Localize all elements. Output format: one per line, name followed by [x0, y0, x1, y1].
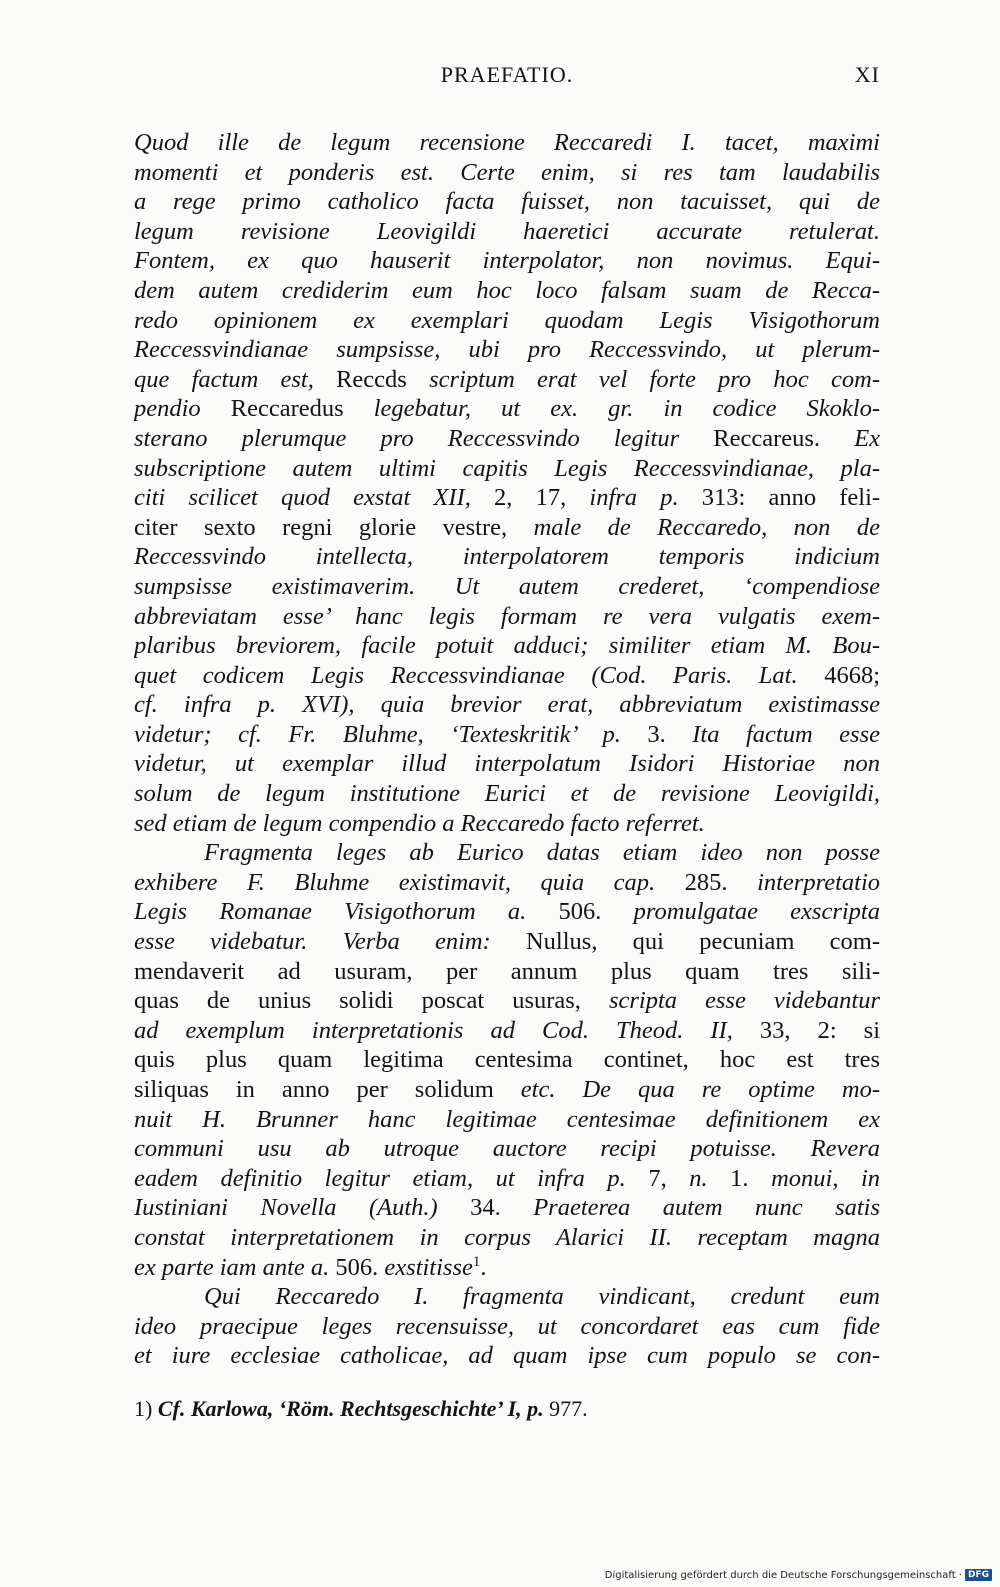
text-line: cf. infra p. XVI), quia brevior erat, abbreviatum existimasse: [134, 691, 880, 719]
text-line: subscriptione autem ultimi capitis Legis Reccessvindianae, pla-: [134, 454, 880, 482]
footnote-marker: 1): [134, 1396, 153, 1421]
text-line: [134, 897, 880, 927]
text-span: 1.: [730, 1164, 749, 1192]
text-line: plaribus breviorem, facile potuit adduci; similiter etiam M. Bou-: [134, 632, 880, 660]
text-span: interpretatio: [757, 868, 880, 896]
text-line: et iure ecclesiae catholicae, ad quam ipse cum populo se con-: [134, 1342, 880, 1370]
text-line: [134, 365, 880, 395]
text-span: exhibere F. Bluhme existimavit, quia cap.: [134, 868, 656, 896]
text-span: citi scilicet quod exstat XII,: [134, 484, 471, 512]
text-line: a rege primo catholico facta fuisset, non tacuisset, qui de: [134, 188, 880, 216]
text-line: [134, 927, 880, 957]
text-line: Quod ille de legum recensione Reccaredi I. tacet, maximi: [134, 129, 880, 156]
text-span: 7,: [648, 1164, 667, 1192]
digitization-note: Digitalisierung gefördert durch die Deutsche Forschungsgemeinschaft ·: [604, 1569, 962, 1581]
text-line: videtur, ut exemplar illud interpolatum Isidori Historiae non: [134, 750, 880, 778]
text-span: 506.: [558, 898, 602, 926]
text-span: 34.: [470, 1194, 501, 1222]
text-span: 2, 17,: [494, 484, 567, 512]
main-text: [134, 128, 880, 1371]
text-line: abbreviatam esse’ hanc legis formam re vera vulgatis exem-: [134, 602, 880, 630]
text-line: [134, 661, 880, 691]
text-line: Reccessvindianae sumpsisse, ubi pro Reccessvindo, ut plerum-: [134, 336, 880, 364]
footnote-page: 977.: [549, 1396, 588, 1421]
text-span: monui, in: [771, 1164, 880, 1192]
text-span: 4668;: [824, 661, 880, 689]
text-span: Reccareus.: [713, 424, 821, 452]
text-line: dem autem crediderim eum hoc loco falsam suam de Recca-: [134, 276, 880, 304]
text-span: etc. De qua re optime mo-: [520, 1076, 880, 1103]
page-number: XI: [854, 62, 880, 87]
text-span: 506.: [335, 1253, 379, 1281]
text-span: ex parte iam ante a.: [134, 1253, 330, 1281]
text-line: redo opinionem ex exemplari quodam Legis Visigothorum: [134, 306, 880, 334]
text-span: Nullus, qui pecuniam com-: [525, 928, 880, 956]
text-span: Reccds: [336, 365, 407, 393]
text-span: .: [480, 1253, 487, 1281]
text-line: sed etiam de legum compendio a Reccaredo facto referret.: [134, 809, 705, 837]
text-line: [134, 1253, 880, 1283]
text-line: Fragmenta leges ab Eurico datas etiam ideo non posse: [204, 839, 880, 867]
text-span: scripta esse videbantur: [608, 987, 880, 1015]
text-line: mendaverit ad usuram, per annum plus quam tres sili-: [134, 957, 880, 985]
text-line: [134, 424, 880, 454]
text-span: Ita factum esse: [692, 720, 880, 748]
footnote: [134, 1396, 880, 1422]
text-span: male de Reccaredo, non de: [533, 513, 880, 541]
text-line: ideo praecipue leges recensuisse, ut concordaret eas cum fide: [134, 1312, 880, 1340]
text-span: quet codicem Legis Reccessvindianae (Cod. Paris. Lat.: [134, 661, 798, 689]
text-span: videtur; cf. Fr. Bluhme, ‘Texteskritik’ p.: [134, 720, 621, 748]
text-span: siliquas in anno per solidum: [134, 1076, 494, 1103]
footnote-text: Cf. Karlowa, ‘Röm. Rechtsgeschichte’ I, p.: [157, 1396, 544, 1421]
text-span: infra p.: [589, 484, 679, 512]
text-span: 285.: [684, 868, 728, 896]
dfg-logo: DFG: [965, 1569, 992, 1581]
text-span: esse videbatur. Verba enim:: [134, 928, 491, 956]
text-span: n.: [689, 1164, 708, 1192]
footnote-reference[interactable]: 1: [472, 1253, 481, 1270]
text-span: promulgatae exscripta: [633, 898, 880, 926]
text-span: eadem definitio legitur etiam, ut infra p.: [134, 1164, 626, 1192]
text-line: Reccessvindo intellecta, interpolatorem temporis indicium: [134, 543, 880, 571]
text-span: scriptum erat vel forte pro hoc com-: [429, 365, 880, 393]
text-line: [134, 1164, 880, 1194]
text-span: Reccaredus: [230, 395, 344, 423]
text-span: 33, 2: si: [759, 1016, 880, 1044]
text-line: [134, 1075, 880, 1105]
text-line: [134, 720, 880, 750]
text-line: [134, 1193, 880, 1223]
text-line: quis plus quam legitima centesima continet, hoc est tres: [134, 1046, 880, 1074]
text-span: citer sexto regni glorie vestre,: [134, 513, 508, 541]
text-line: Fontem, ex quo hauserit interpolator, non novimus. Equi-: [134, 247, 880, 275]
text-span: quas de unius solidi poscat usuras,: [134, 987, 581, 1015]
running-header: [134, 62, 880, 96]
text-line: [134, 1016, 880, 1046]
text-line: solum de legum institutione Eurici et de revisione Leovigildi,: [134, 780, 880, 808]
text-line: [134, 986, 880, 1016]
text-line: legum revisione Leovigildi haeretici accurate retulerat.: [134, 217, 880, 245]
text-line: constat interpretationem in corpus Alarici II. receptam magna: [134, 1223, 880, 1251]
text-line: Qui Reccaredo I. fragmenta vindicant, credunt eum: [204, 1283, 880, 1311]
text-span: que factum est,: [134, 365, 314, 393]
text-line: [134, 394, 880, 424]
text-span: Ex: [854, 424, 880, 452]
text-line: [134, 483, 880, 513]
text-line: momenti et ponderis est. Certe enim, si res tam laudabilis: [134, 158, 880, 186]
page-title: PRAEFATIO.: [440, 62, 574, 87]
text-span: ad exemplum interpretationis ad Cod. Theod. II,: [134, 1016, 733, 1044]
text-line: [134, 868, 880, 898]
text-span: Legis Romanae Visigothorum a.: [134, 898, 527, 926]
text-span: pendio: [134, 395, 201, 423]
digitization-credit: [605, 1569, 992, 1581]
text-line: sumpsisse existimaverim. Ut autem crederet, ‘compendiose: [134, 572, 880, 600]
text-span: exstitisse: [384, 1253, 473, 1281]
text-span: 3.: [647, 720, 666, 748]
text-span: legebatur, ut ex. gr. in codice Skoklo-: [373, 395, 880, 423]
text-line: communi usu ab utroque auctore recipi potuisse. Revera: [134, 1135, 880, 1163]
text-span: Praeterea autem nunc satis: [533, 1194, 880, 1222]
text-span: Iustiniani Novella (Auth.): [134, 1194, 438, 1222]
text-line: [134, 513, 880, 543]
text-line: nuit H. Brunner hanc legitimae centesimae definitionem ex: [134, 1105, 880, 1133]
text-span: 313: anno feli-: [701, 484, 880, 512]
text-span: sterano plerumque pro Reccessvindo legitur: [134, 424, 680, 452]
